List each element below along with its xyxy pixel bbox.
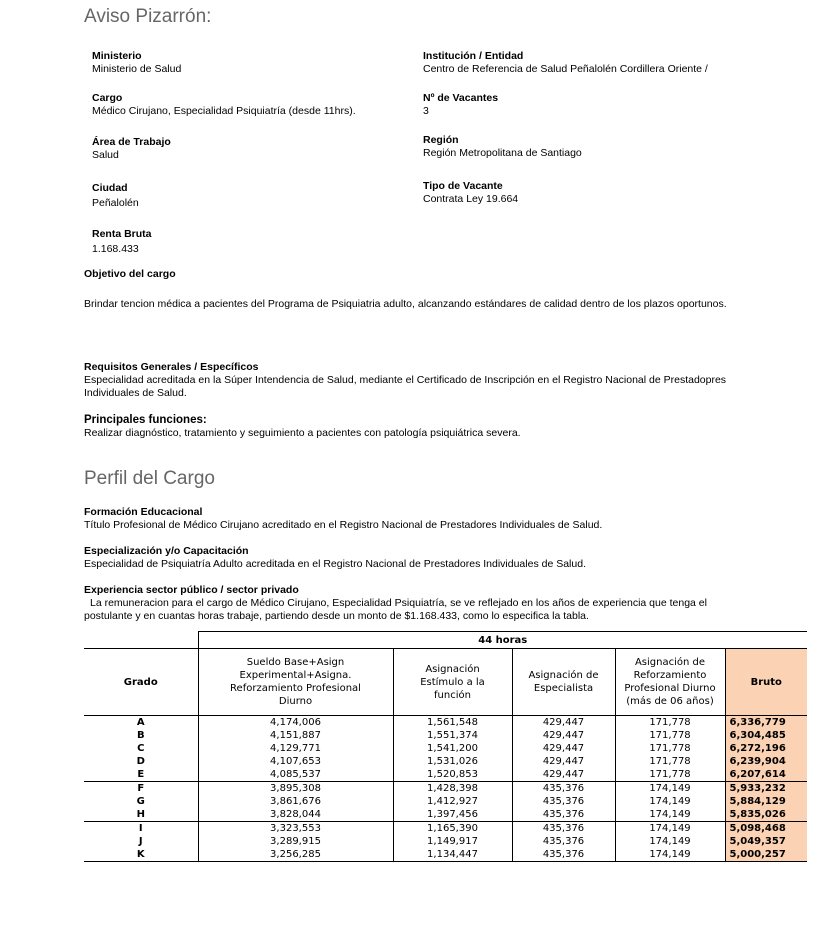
tipo-field	[423, 180, 518, 206]
area-field	[92, 136, 171, 162]
region-field	[423, 134, 582, 160]
especialista-cell: 435,376	[512, 782, 615, 796]
funciones-label: Principales funciones:	[84, 414, 207, 426]
estimulo-cell: 1,165,390	[393, 822, 512, 836]
sueldo-cell: 3,289,915	[198, 835, 393, 848]
sueldo-cell: 4,174,006	[198, 716, 393, 730]
especialista-cell: 429,447	[512, 742, 615, 755]
table-row	[84, 822, 807, 836]
formacion-value: Título Profesional de Médico Cirujano acreditado en el Registro Nacional de Prestadores Individuales de Salud.	[84, 519, 603, 531]
sueldo-cell: 3,828,044	[198, 808, 393, 822]
bruto-cell: 5,000,257	[725, 848, 807, 862]
vacantes-label: Nº de Vacantes	[423, 92, 499, 104]
especialista-cell: 435,376	[512, 808, 615, 822]
cargo-value: Médico Cirujano, Especialidad Psiquiatría (desde 11hrs).	[92, 105, 356, 117]
especialista-cell: 435,376	[512, 795, 615, 808]
bruto-cell: 5,098,468	[725, 822, 807, 836]
ministerio-label: Ministerio	[92, 50, 142, 62]
bruto-cell: 6,336,779	[725, 716, 807, 730]
area-label: Área de Trabajo	[92, 136, 171, 148]
estimulo-cell: 1,412,927	[393, 795, 512, 808]
cargo-label: Cargo	[92, 92, 123, 104]
area-value: Salud	[92, 149, 119, 161]
salary-table	[84, 631, 807, 862]
estimulo-cell: 1,428,398	[393, 782, 512, 796]
renta-value: 1.168.433	[92, 243, 139, 255]
table-row	[84, 782, 807, 796]
formacion-block	[84, 506, 764, 532]
especialista-cell: 429,447	[512, 768, 615, 782]
grado-cell: B	[136, 730, 145, 741]
sueldo-cell: 4,129,771	[198, 742, 393, 755]
grado-cell: E	[84, 768, 198, 782]
reforzamiento-cell: 171,778	[615, 742, 725, 755]
especialista-cell: 435,376	[512, 848, 615, 862]
reforzamiento-cell: 174,149	[615, 808, 725, 822]
reforzamiento-cell: 174,149	[615, 835, 725, 848]
especialista-cell: 429,447	[512, 755, 615, 768]
sueldo-cell: 4,107,653	[198, 755, 393, 768]
table-row	[84, 742, 807, 755]
sueldo-cell: 3,895,308	[198, 782, 393, 796]
bruto-cell: 5,049,357	[725, 835, 807, 848]
bruto-cell: 5,933,232	[725, 782, 807, 796]
sueldo-cell: 3,323,553	[198, 822, 393, 836]
cargo-field	[92, 92, 356, 118]
sueldo-header: Sueldo Base+Asign Experimental+Asigna. Reforzamiento Profesional Diurno	[198, 649, 393, 716]
estimulo-cell: 1,561,548	[393, 716, 512, 730]
experiencia-block	[84, 584, 764, 623]
grado-cell: A	[136, 717, 145, 728]
reforzamiento-cell: 174,149	[615, 795, 725, 808]
estimulo-cell: 1,551,374	[393, 729, 512, 742]
vacantes-value: 3	[423, 105, 429, 117]
reforzamiento-cell: 174,149	[615, 782, 725, 796]
sueldo-cell: 4,085,537	[198, 768, 393, 782]
funciones-value: Realizar diagnóstico, tratamiento y seguimiento a pacientes con patología psiquiátrica severa.	[84, 427, 521, 439]
grado-cell: K	[84, 848, 198, 862]
especialista-cell: 429,447	[512, 716, 615, 730]
ministerio-value: Ministerio de Salud	[92, 63, 182, 75]
experiencia-value: La remuneracion para el cargo de Médico Cirujano, Especialidad Psiquiatría, se ve reflejado en los años de experiencia que tenga el postulante y en cuantas horas trabaje, partiendo desde un monto de $1.168.433, como lo especifica la tabla.	[84, 597, 707, 622]
ministerio-field	[92, 50, 181, 76]
especialista-header: Asignación de Especialista	[512, 649, 615, 716]
bruto-cell: 5,884,129	[725, 795, 807, 808]
especialista-cell: 429,447	[512, 729, 615, 742]
estimulo-cell: 1,520,853	[393, 768, 512, 782]
table-row	[84, 795, 807, 808]
estimulo-header: Asignación Estímulo a la función	[393, 649, 512, 716]
bruto-header: Bruto	[725, 649, 807, 716]
renta-field	[92, 228, 152, 256]
estimulo-cell: 1,134,447	[393, 848, 512, 862]
ciudad-label: Ciudad	[92, 182, 128, 194]
especializacion-value: Especialidad de Psiquiatría Adulto acreditada en el Registro Nacional de Prestadores Individuales de Salud.	[84, 558, 586, 570]
requisitos-block	[84, 361, 764, 400]
table-row	[84, 835, 807, 848]
ciudad-value: Peñalolén	[92, 197, 139, 209]
institucion-label: Institución / Entidad	[423, 50, 524, 62]
aviso-title: Aviso Pizarrón:	[84, 6, 212, 27]
tipo-value: Contrata Ley 19.664	[423, 193, 519, 205]
bruto-cell: 5,835,026	[725, 808, 807, 822]
requisitos-label: Requisitos Generales / Específicos	[84, 361, 259, 373]
institucion-field	[423, 50, 708, 76]
estimulo-cell: 1,397,456	[393, 808, 512, 822]
region-label: Región	[423, 134, 459, 146]
table-row	[84, 808, 807, 822]
objetivo-label: Objetivo del cargo	[84, 268, 176, 280]
experiencia-label: Experiencia sector público / sector privado	[84, 584, 299, 596]
grado-cell: D	[136, 756, 145, 767]
bruto-cell: 6,272,196	[725, 742, 807, 755]
bruto-cell: 6,239,904	[725, 755, 807, 768]
hours-header: 44 horas	[198, 632, 807, 649]
reforzamiento-cell: 171,778	[615, 729, 725, 742]
region-value: Región Metropolitana de Santiago	[423, 147, 582, 159]
table-row	[84, 755, 807, 768]
especializacion-block	[84, 545, 764, 571]
renta-label: Renta Bruta	[92, 228, 152, 240]
objetivo-block	[84, 268, 764, 311]
especialista-cell: 435,376	[512, 835, 615, 848]
reforzamiento-header: Asignación de Reforzamiento Profesional Diurno (más de 06 años)	[615, 649, 725, 716]
estimulo-cell: 1,149,917	[393, 835, 512, 848]
sueldo-cell: 3,256,285	[198, 848, 393, 862]
reforzamiento-cell: 171,778	[615, 768, 725, 782]
formacion-label: Formación Educacional	[84, 506, 203, 518]
sueldo-cell: 4,151,887	[198, 729, 393, 742]
table-row	[84, 848, 807, 862]
grado-cell: I	[138, 823, 143, 834]
estimulo-cell: 1,541,200	[393, 742, 512, 755]
estimulo-cell: 1,531,026	[393, 755, 512, 768]
table-row	[84, 768, 807, 782]
especialista-cell: 435,376	[512, 822, 615, 836]
institucion-value: Centro de Referencia de Salud Peñalolén Cordillera Oriente /	[423, 63, 708, 75]
grado-cell: J	[138, 836, 143, 847]
table-row	[84, 716, 807, 730]
funciones-block	[84, 414, 764, 440]
reforzamiento-cell: 171,778	[615, 755, 725, 768]
grado-cell: C	[137, 743, 145, 754]
requisitos-value: Especialidad acreditada en la Súper Intendencia de Salud, mediante el Certificado de Inscripción en el Registro Nacional de Prestadopres Individuales de Salud.	[84, 374, 727, 399]
reforzamiento-cell: 171,778	[615, 716, 725, 730]
objetivo-value: Brindar tencion médica a pacientes del Programa de Psiquiatria adulto, alcanzando estándares de calidad dentro de los plazos oportunos.	[84, 298, 727, 310]
grado-header: Grado	[84, 649, 198, 716]
ciudad-field	[92, 182, 139, 210]
table-row	[84, 729, 807, 742]
bruto-cell: 6,207,614	[725, 768, 807, 782]
bruto-cell: 6,304,485	[725, 729, 807, 742]
tipo-label: Tipo de Vacante	[423, 180, 503, 192]
especializacion-label: Especialización y/o Capacitación	[84, 545, 249, 557]
grado-cell: G	[136, 796, 145, 807]
perfil-title: Perfil del Cargo	[84, 468, 215, 489]
grado-cell: F	[137, 783, 145, 794]
sueldo-cell: 3,861,676	[198, 795, 393, 808]
vacantes-field	[423, 92, 498, 118]
grado-cell: H	[84, 808, 198, 822]
reforzamiento-cell: 174,149	[615, 848, 725, 862]
reforzamiento-cell: 174,149	[615, 822, 725, 836]
